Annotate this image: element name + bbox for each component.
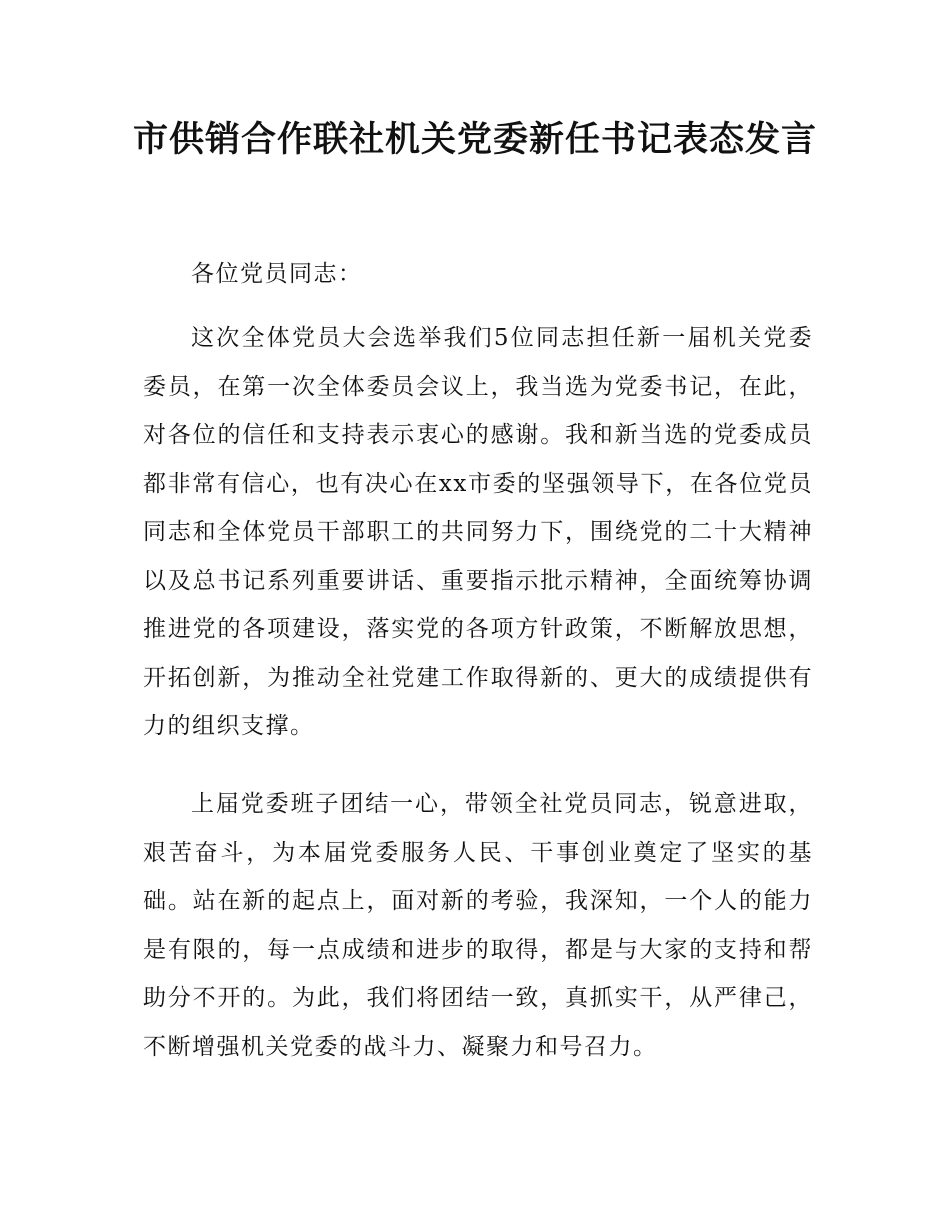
paragraph-2: 上届党委班子团结一心，带领全社党员同志，锐意进取，艰苦奋斗，为本届党委服务人民、干事创业奠定了坚实的基础。站在新的起点上，面对新的考验，我深知，一个人的能力是有限的，每一点成绩和进步的取得，都是与大家的支持和帮助分不开的。为此，我们将团结一致，真抓实干，从严律己，不断增强机关党委的战斗力、凝聚力和号召力。 [143,791,813,1060]
document-title: 市供销合作联社机关党委新任书记表态发言 [132,119,817,160]
greeting-line: 各位党员同志： [191,261,363,287]
paragraph-1: 这次全体党员大会选举我们5位同志担任新一届机关党委委员，在第一次全体委员会议上，我当选为党委书记，在此，对各位的信任和支持表示衷心的感谢。我和新当选的党委成员都非常有信心，也有决心在xx市委的坚强领导下，在各位党员同志和全体党员干部职工的共同努力下，围绕党的二十大精神以及总书记系列重要讲话、重要指示批示精神，全面统筹协调推进党的各项建设，落实党的各项方针政策，不断解放思想，开拓创新，为推动全社党建工作取得新的、更大的成绩提供有力的组织支撑。 [143,325,813,739]
